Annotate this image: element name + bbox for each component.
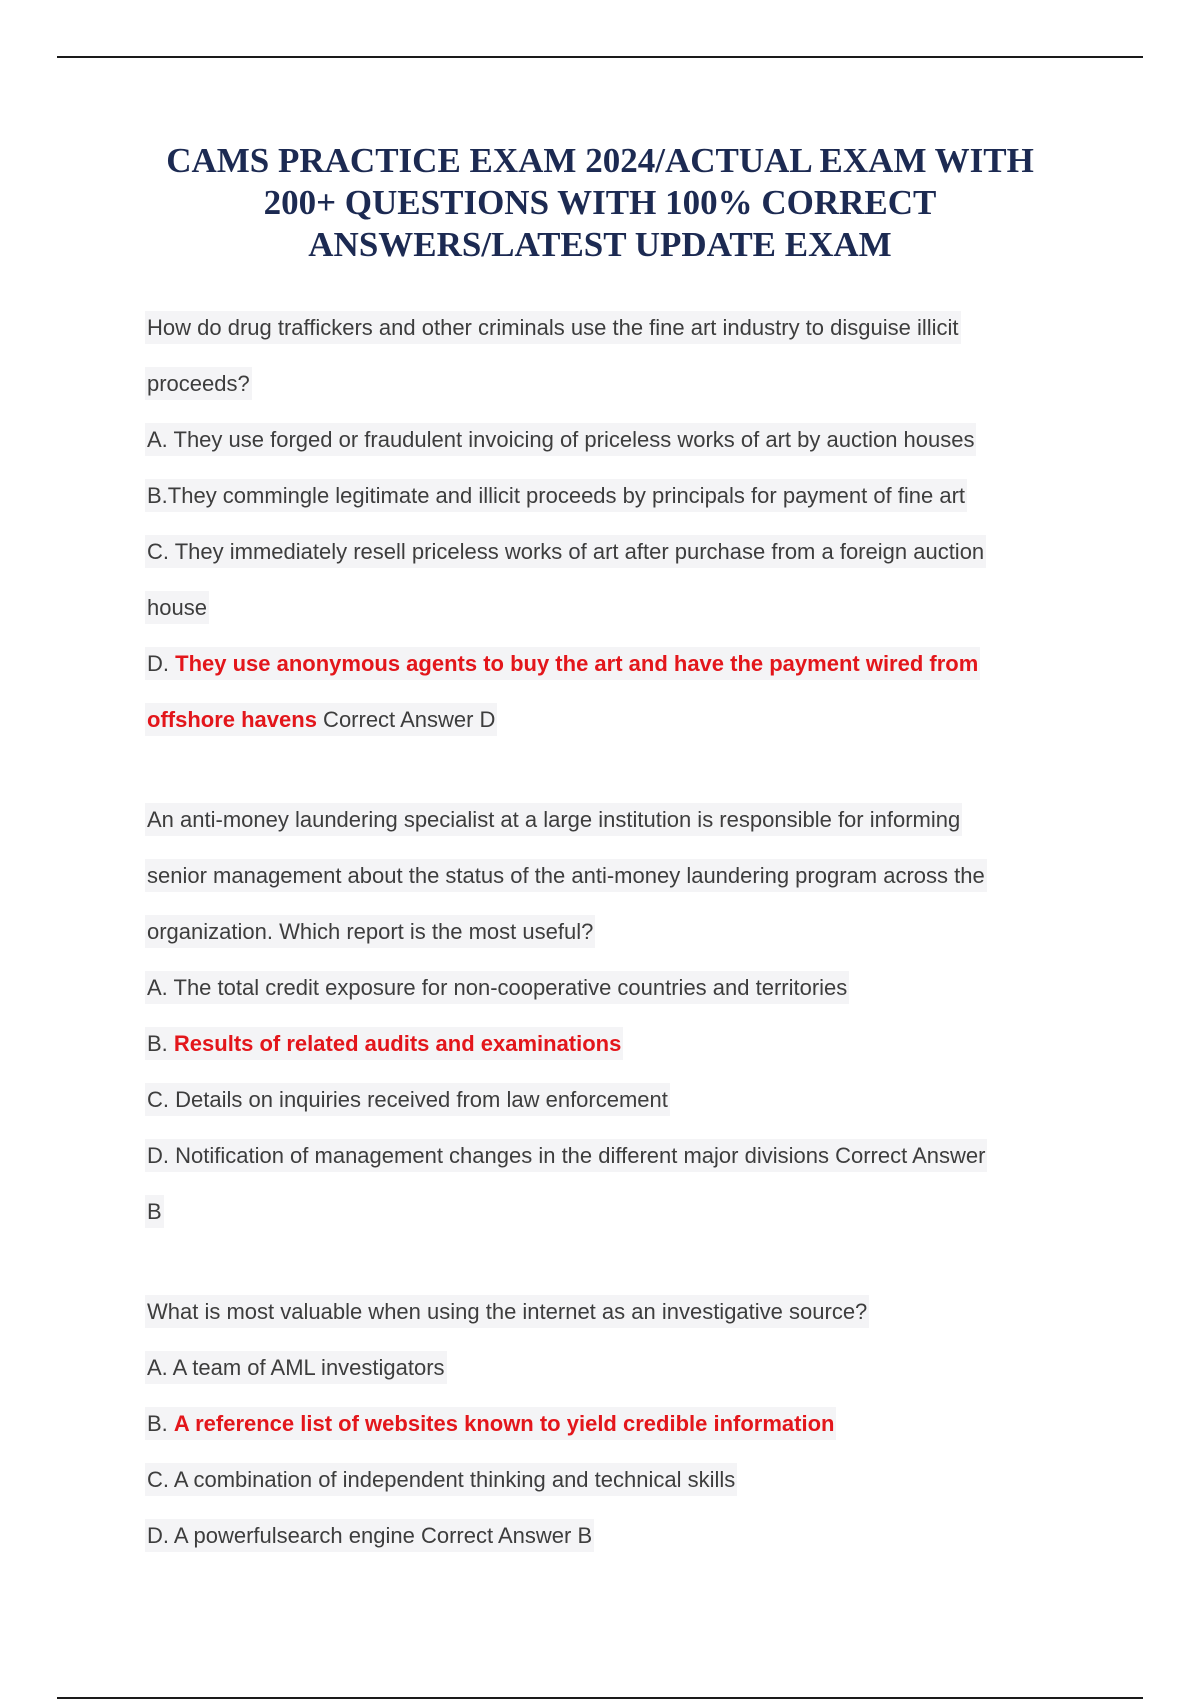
correct-option-text: They use anonymous agents to buy the art and have the payment wired from [175,651,979,676]
option-b: B.They commingle legitimate and illicit proceeds by principals for payment of fine art [145,468,1075,524]
option-a: A. They use forged or fraudulent invoicing of priceless works of art by auction houses [145,412,1075,468]
question-text: organization. Which report is the most useful? [145,904,1075,960]
correct-option-text: offshore havens [147,707,317,732]
question-text: What is most valuable when using the internet as an investigative source? [145,1284,1075,1340]
correct-answer-label: Correct Answer D [316,707,496,732]
option-d [145,692,1075,748]
title-line: 200+ QUESTIONS WITH 100% CORRECT [263,183,937,222]
option-a: A. A team of AML investigators [145,1340,1075,1396]
option-b: B. A reference list of websites known to yield credible information [145,1396,1075,1452]
question-block-2 [145,792,1075,1240]
option-c: house [145,580,1075,636]
option-d: D. Notification of management changes in the different major divisions Correct Answer [145,1128,1075,1184]
option-a: A. The total credit exposure for non-cooperative countries and territories [145,960,1075,1016]
title-line: CAMS PRACTICE EXAM 2024/ACTUAL EXAM WITH [166,141,1034,180]
option-c: C. Details on inquiries received from law enforcement [145,1072,1075,1128]
bottom-rule [57,1697,1143,1699]
top-rule [57,56,1143,58]
question-block-3 [145,1284,1075,1564]
title-line: ANSWERS/LATEST UPDATE EXAM [308,225,892,264]
correct-option-text: A reference list of websites known to yield credible information [173,1411,835,1436]
option-d: D. They use anonymous agents to buy the art and have the payment wired from [145,636,1075,692]
question-text: An anti-money laundering specialist at a large institution is responsible for informing [145,792,1075,848]
questions-list [145,300,1075,1608]
option-b: B. Results of related audits and examinations [145,1016,1075,1072]
option-c: C. A combination of independent thinking and technical skills [145,1452,1075,1508]
question-text: proceeds? [145,356,1075,412]
question-text: senior management about the status of the anti-money laundering program across the [145,848,1075,904]
correct-option-text: Results of related audits and examinations [173,1031,622,1056]
option-d: D. A powerfulsearch engine Correct Answer B [145,1508,1075,1564]
option-d: B [145,1184,1075,1240]
question-text: How do drug traffickers and other criminals use the fine art industry to disguise illicit [145,300,1075,356]
document-title [100,140,1100,266]
question-block-1 [145,300,1075,748]
option-c: C. They immediately resell priceless works of art after purchase from a foreign auction [145,524,1075,580]
